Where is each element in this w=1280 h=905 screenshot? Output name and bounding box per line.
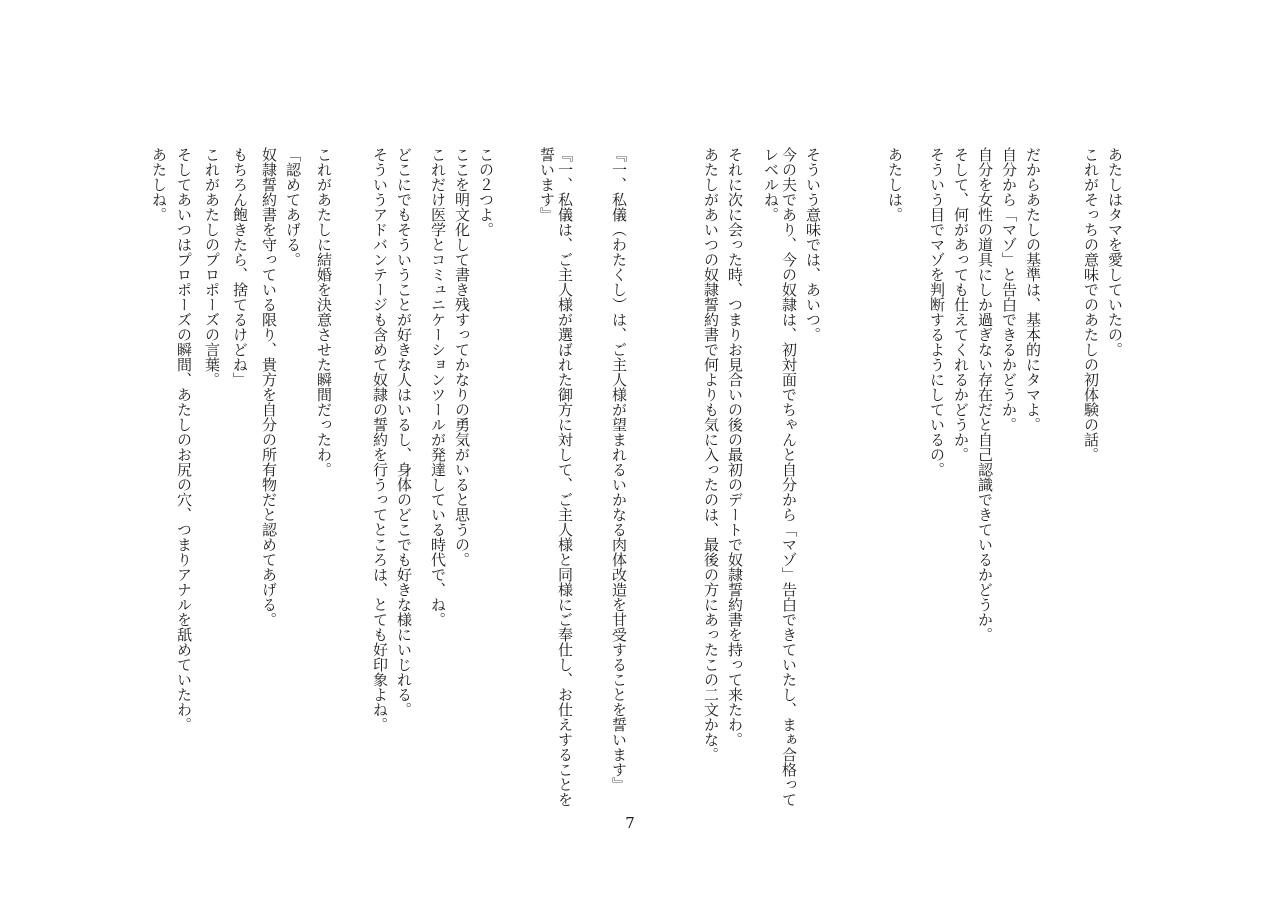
oath-quote: 『一、私儀は、ご主人様が選ばれた御方に対して、ご主人様と同様にご奉仕し、お仕えすることを誓います』 (538, 147, 574, 807)
text-line: これがあたしに結婚を決意させた瞬間だったわ。 (315, 147, 333, 477)
page-number: 7 (625, 814, 635, 832)
text-line: そういう意味では、あいつ。 (804, 147, 822, 342)
text-line: この２つよ。 (477, 147, 495, 237)
text-line: あたしね。 (150, 147, 168, 222)
text-line: 自分を女性の道具にしか過ぎない存在だと自己認識できているかどうか。 (976, 147, 994, 642)
text-line: これだけ医学とコミュニケーションツールが発達している時代で、ね。 (429, 147, 447, 627)
dialogue-line: 「認めてあげる。 (284, 147, 302, 267)
oath-quote: 『一、私儀（わたくし）は、ご主人様が望まれるいかなる肉体改造を甘受することを誓います』 (610, 147, 628, 792)
text-line: そしてあいつはプロポーズの瞬間、あたしのお尻の穴、つまりアナルを舐めていたわ。 (175, 147, 193, 732)
text-line: それに次に会った時、つまりお見合いの後の最初のデートで奴隷誓約書を持って来たわ。 (726, 147, 744, 747)
text-line: 今の夫であり、今の奴隷は、初対面でちゃんと自分から「マゾ」告白できていたし、まぁ合格ってレベルね。 (762, 147, 798, 807)
dialogue-line: 奴隷誓約書を守っている限り、貴方を自分の所有物だと認めてあげる。 (260, 147, 278, 627)
dialogue-line: もちろん飽きたら、捨てるけどね」 (231, 147, 249, 387)
text-line: 自分から「マゾ」と告白できるかどうか。 (1000, 147, 1018, 432)
text-line: あたしがあいつの奴隷誓約書で何よりも気に入ったのは、最後の方にあったこの二文かな。 (702, 147, 720, 762)
text-line: どこにでもそういうことが好きな人はいるし、身体のどこでも好きな様にいじれる。 (395, 147, 413, 717)
text-line: そして、何があっても仕えてくれるかどうか。 (952, 147, 970, 462)
text-line: あたしはタマを愛していたの。 (1106, 147, 1124, 357)
text-line: ここを明文化して書き残すってかなりの勇気がいると思うの。 (453, 147, 471, 567)
text-line: これがあたしのプロポーズの言葉。 (203, 147, 221, 387)
text-line: これがそっちの意味でのあたしの初体験の話。 (1082, 147, 1100, 462)
text-line: そういうアドバンテージも含めて奴隷の誓約を行うってところは、とても好印象よね。 (371, 147, 389, 732)
text-line: だからあたしの基準は、基本的にタマよ。 (1024, 147, 1042, 432)
text-line: そういう目でマゾを判断するようにしているの。 (928, 147, 946, 477)
text-line: あたしは。 (886, 147, 904, 222)
